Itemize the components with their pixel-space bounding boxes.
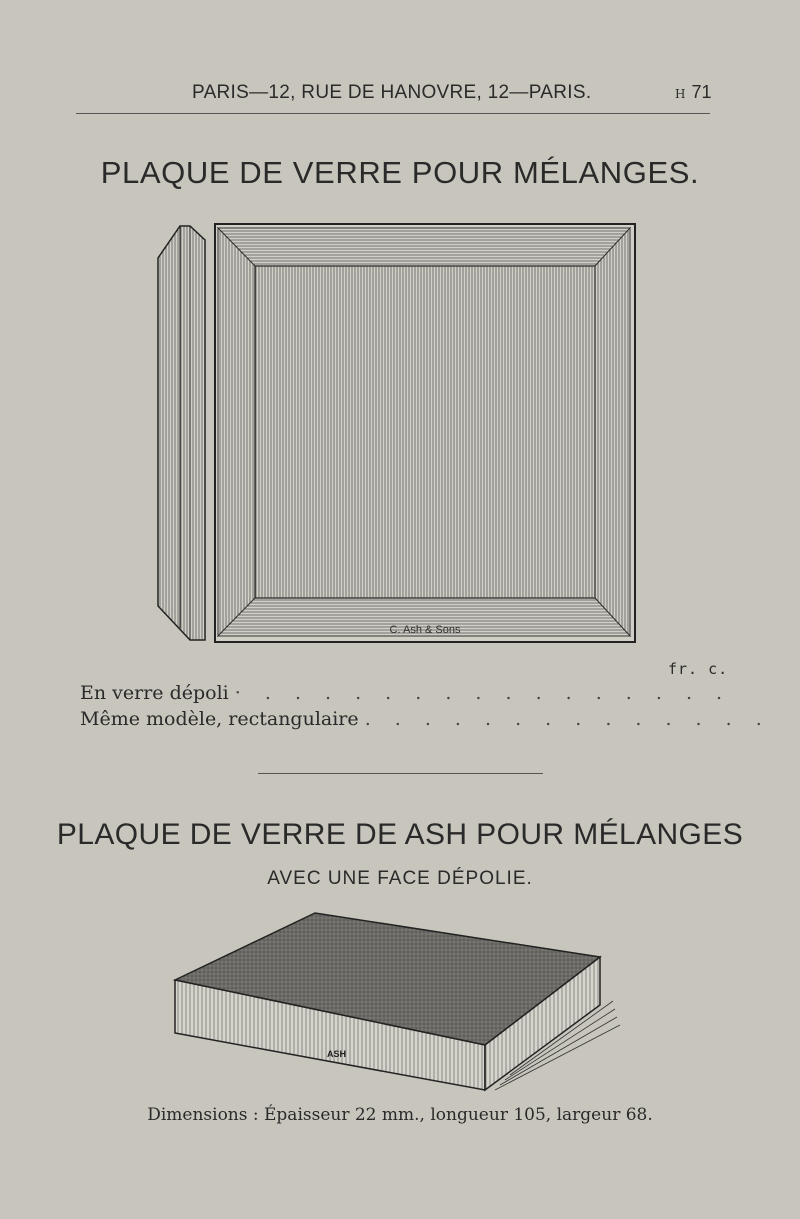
price-item [80, 682, 731, 704]
section2-subtitle: AVEC UNE FACE DÉPOLIE. [267, 868, 533, 889]
maker-mark-1: C. Ash & Sons [389, 624, 461, 636]
header-rule [76, 113, 710, 114]
section1-title: PLAQUE DE VERRE POUR MÉLANGES. [100, 155, 700, 190]
page-header [0, 82, 800, 112]
page-number [675, 82, 712, 103]
glass-block-illustration [165, 905, 635, 1100]
glass-plate-illustration [150, 218, 640, 648]
plate-top-view [215, 224, 635, 642]
item-label: Même modèle, rectangulaire [80, 708, 359, 730]
page-letter: H [675, 87, 686, 101]
maker-mark-2: ASH [327, 1049, 347, 1059]
leader-dots: · . . . . . . . . . . . . . . . . [234, 682, 732, 704]
price-item [80, 708, 771, 730]
running-title: PARIS—12, RUE DE HANOVRE, 12—PARIS. [192, 82, 592, 103]
section-divider [258, 773, 543, 774]
page-number-value: 71 [691, 82, 712, 102]
leader-dots: . . . . . . . . . . . . . . [364, 708, 771, 730]
item-label: En verre dépoli [80, 682, 229, 704]
currency-header: fr. c. [668, 660, 729, 678]
section2-title: PLAQUE DE VERRE DE ASH POUR MÉLANGES [56, 818, 744, 851]
plate-side-view [158, 226, 205, 640]
dimensions-caption: Dimensions : Épaisseur 22 mm., longueur 105, largeur 68. [147, 1105, 653, 1125]
